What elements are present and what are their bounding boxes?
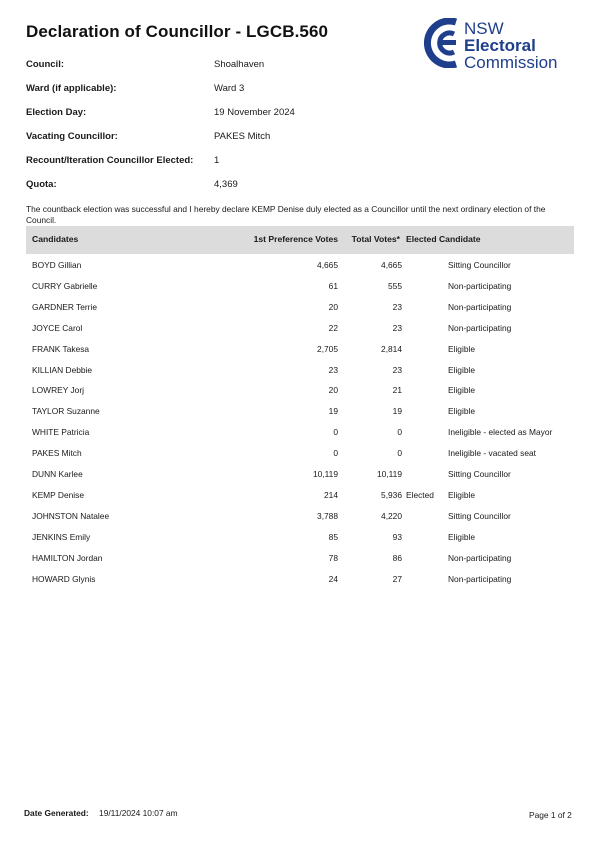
first-preference-votes: 85 [328,531,338,542]
candidate-status: Eligible [448,406,476,417]
total-votes: 86 [392,552,402,563]
field-value: Shoalhaven [214,59,265,70]
date-generated-label: Date Generated: [24,808,89,818]
first-preference-votes: 0 [333,448,338,459]
table-row [26,338,574,359]
table-row [26,379,574,400]
candidate-name: DUNN Karlee [32,469,83,479]
candidate-status: Eligible [448,385,476,396]
table-row [26,526,574,547]
total-votes: 27 [392,573,402,584]
electoral-commission-emblem-icon [424,18,464,68]
total-votes: 10,119 [377,469,402,479]
candidate-name: JOHNSTON Natalee [32,510,110,521]
elected-marker: Elected [406,489,434,500]
field-label: Council: [26,59,64,70]
table-row [26,359,574,380]
first-preference-votes: 10,119 [313,469,338,479]
field-value: 1 [214,155,220,166]
header-candidates: Candidates [32,234,79,244]
candidate-name: HAMILTON Jordan [32,552,103,563]
field-label: Ward (if applicable): [26,83,117,94]
table-row [26,463,574,484]
field-label: Vacating Councillor: [26,131,118,142]
table-row [26,547,574,568]
table-row [26,275,574,296]
candidate-name: CURRY Gabrielle [32,280,98,291]
page-number: Page 1 of 2 [529,810,572,820]
total-votes: 23 [392,322,402,333]
candidate-name: FRANK Takesa [32,343,90,354]
declaration-statement: The countback election was successful and I hereby declare KEMP Denise duly elected as a Councillor until the next ordinary election of the Council. [26,204,546,225]
total-votes: 0 [397,448,402,459]
field-value: PAKES Mitch [214,131,271,142]
total-votes: 23 [392,364,402,375]
candidate-status: Sitting Councillor [448,510,511,521]
footer-date-generated [24,808,178,818]
field-label: Recount/Iteration Councillor Elected: [26,155,194,166]
logo-line-electoral: Electoral [464,36,536,55]
logo-line-commission: Commission [464,53,558,72]
candidate-name: KILLIAN Debbie [32,364,93,375]
field-value: Ward 3 [214,83,245,94]
table-row [26,442,574,463]
first-preference-votes: 0 [333,427,338,438]
field-value: 19 November 2024 [214,107,295,118]
field-value: 4,369 [214,179,238,190]
table-row [26,421,574,442]
candidate-status: Ineligible - elected as Mayor [448,427,553,438]
candidate-name: KEMP Denise [32,489,84,500]
first-preference-votes: 78 [328,552,338,563]
first-preference-votes: 2,705 [317,343,338,354]
first-preference-votes: 19 [328,406,338,417]
first-preference-votes: 23 [328,364,338,375]
table-row [26,317,574,338]
total-votes: 0 [397,427,402,438]
first-preference-votes: 214 [324,489,338,500]
first-preference-votes: 22 [328,322,338,333]
candidate-name: GARDNER Terrie [32,301,97,312]
total-votes: 93 [392,531,402,542]
total-votes: 4,220 [381,510,402,521]
table-row [26,296,574,317]
table-row [26,254,574,275]
header-first-preference: 1st Preference Votes [253,234,338,244]
total-votes: 555 [388,280,402,291]
header-elected-candidate: Elected Candidate [406,234,481,244]
candidate-name: HOWARD Glynis [32,573,96,584]
nsw-electoral-commission-logo [424,18,584,80]
first-preference-votes: 4,665 [317,260,338,270]
first-preference-votes: 3,788 [317,510,338,521]
first-preference-votes: 20 [328,301,338,312]
candidate-status: Non-participating [448,552,512,563]
candidate-status: Non-participating [448,573,512,584]
field-label: Election Day: [26,107,87,118]
candidate-status: Sitting Councillor [448,260,511,270]
candidate-status: Non-participating [448,301,512,312]
candidate-status: Eligible [448,531,476,542]
candidate-status: Sitting Councillor [448,469,511,479]
total-votes: 4,665 [381,260,402,270]
first-preference-votes: 61 [328,280,338,291]
total-votes: 23 [392,301,402,312]
candidate-status: Eligible [448,364,476,375]
first-preference-votes: 24 [328,573,338,584]
page-title: Declaration of Councillor - LGCB.560 [26,22,329,41]
total-votes: 5,936 [381,489,402,500]
first-preference-votes: 20 [328,385,338,396]
logo-line-nsw: NSW [464,19,504,38]
total-votes: 19 [392,406,402,417]
table-row [26,484,574,505]
header-total-votes: Total Votes* [351,234,400,244]
table-header [26,226,574,254]
candidate-status: Eligible [448,489,476,500]
candidate-status: Non-participating [448,322,512,333]
candidate-name: PAKES Mitch [32,448,82,459]
candidate-status: Eligible [448,343,476,354]
date-generated-value: 19/11/2024 10:07 am [99,808,178,818]
total-votes: 21 [392,385,402,396]
table-row [26,400,574,421]
candidate-name: JENKINS Emily [32,531,91,542]
candidate-status: Ineligible - vacated seat [448,448,536,459]
candidate-name: WHITE Patricia [32,427,90,438]
candidate-status: Non-participating [448,280,512,291]
candidate-name: TAYLOR Suzanne [32,406,100,417]
candidate-name: BOYD Gillian [32,260,82,270]
candidate-name: LOWREY Jorj [32,385,84,396]
candidate-name: JOYCE Carol [32,322,83,333]
table-row [26,505,574,526]
field-label: Quota: [26,179,57,190]
table-row [26,568,574,589]
total-votes: 2,814 [381,343,402,354]
